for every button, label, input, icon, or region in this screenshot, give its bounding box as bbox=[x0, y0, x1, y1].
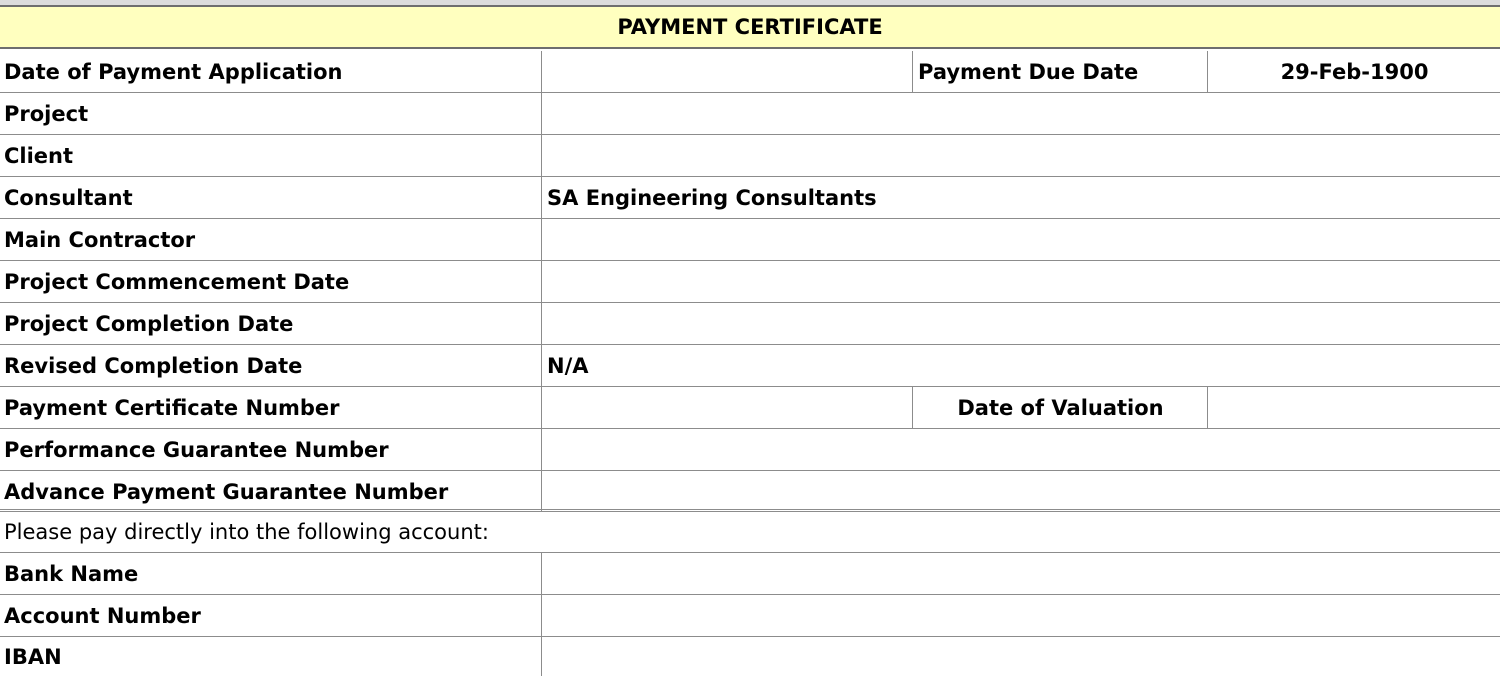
row-client bbox=[0, 135, 1500, 177]
field-client[interactable] bbox=[543, 135, 1500, 176]
bank-instruction-note: Please pay directly into the following account: bbox=[4, 520, 489, 544]
field-revised-completion-date[interactable]: N/A bbox=[547, 353, 589, 378]
field-payment-certificate-number[interactable] bbox=[543, 387, 913, 428]
field-project-completion-date[interactable] bbox=[543, 303, 1500, 344]
label-payment-due-date: Payment Due Date bbox=[914, 51, 1208, 92]
label-performance-guarantee-number: Performance Guarantee Number bbox=[0, 429, 542, 470]
field-payment-due-date[interactable]: 29-Feb-1900 bbox=[1280, 59, 1429, 84]
label-account-number: Account Number bbox=[0, 595, 542, 636]
label-date-of-payment-application: Date of Payment Application bbox=[0, 51, 542, 92]
certificate-title: PAYMENT CERTIFICATE bbox=[0, 5, 1500, 49]
field-project-commencement-date[interactable] bbox=[543, 261, 1500, 302]
row-iban bbox=[0, 637, 1500, 676]
label-project-commencement-date: Project Commencement Date bbox=[0, 261, 542, 302]
field-date-of-valuation[interactable] bbox=[1209, 387, 1500, 428]
label-revised-completion-date: Revised Completion Date bbox=[0, 345, 542, 386]
label-project: Project bbox=[0, 93, 542, 134]
field-performance-guarantee-number[interactable] bbox=[543, 429, 1500, 470]
label-project-completion-date: Project Completion Date bbox=[0, 303, 542, 344]
row-account-number bbox=[0, 595, 1500, 637]
row-project-completion-date bbox=[0, 303, 1500, 345]
label-date-of-valuation: Date of Valuation bbox=[914, 387, 1208, 428]
row-date-of-payment-application bbox=[0, 51, 1500, 93]
field-consultant[interactable]: SA Engineering Consultants bbox=[547, 185, 877, 210]
field-bank-name[interactable] bbox=[543, 553, 1500, 594]
row-main-contractor bbox=[0, 219, 1500, 261]
label-client: Client bbox=[0, 135, 542, 176]
label-consultant: Consultant bbox=[0, 177, 542, 218]
label-payment-certificate-number: Payment Certificate Number bbox=[0, 387, 542, 428]
row-project-commencement-date bbox=[0, 261, 1500, 303]
field-main-contractor[interactable] bbox=[543, 219, 1500, 260]
field-date-of-payment-application[interactable] bbox=[543, 51, 913, 92]
field-advance-payment-guarantee-number[interactable] bbox=[543, 471, 1500, 512]
field-project[interactable] bbox=[543, 93, 1500, 134]
label-iban: IBAN bbox=[0, 637, 542, 676]
label-advance-payment-guarantee-number: Advance Payment Guarantee Number bbox=[0, 471, 542, 512]
row-advance-payment-guarantee-number bbox=[0, 471, 1500, 513]
row-performance-guarantee-number bbox=[0, 429, 1500, 471]
row-payment-certificate-number bbox=[0, 387, 1500, 429]
label-bank-name: Bank Name bbox=[0, 553, 542, 594]
row-consultant bbox=[0, 177, 1500, 219]
row-project bbox=[0, 93, 1500, 135]
row-revised-completion-date bbox=[0, 345, 1500, 387]
row-bank-name bbox=[0, 553, 1500, 595]
label-main-contractor: Main Contractor bbox=[0, 219, 542, 260]
field-iban[interactable] bbox=[543, 637, 1500, 676]
row-bank-note bbox=[0, 512, 1500, 553]
field-account-number[interactable] bbox=[543, 595, 1500, 636]
